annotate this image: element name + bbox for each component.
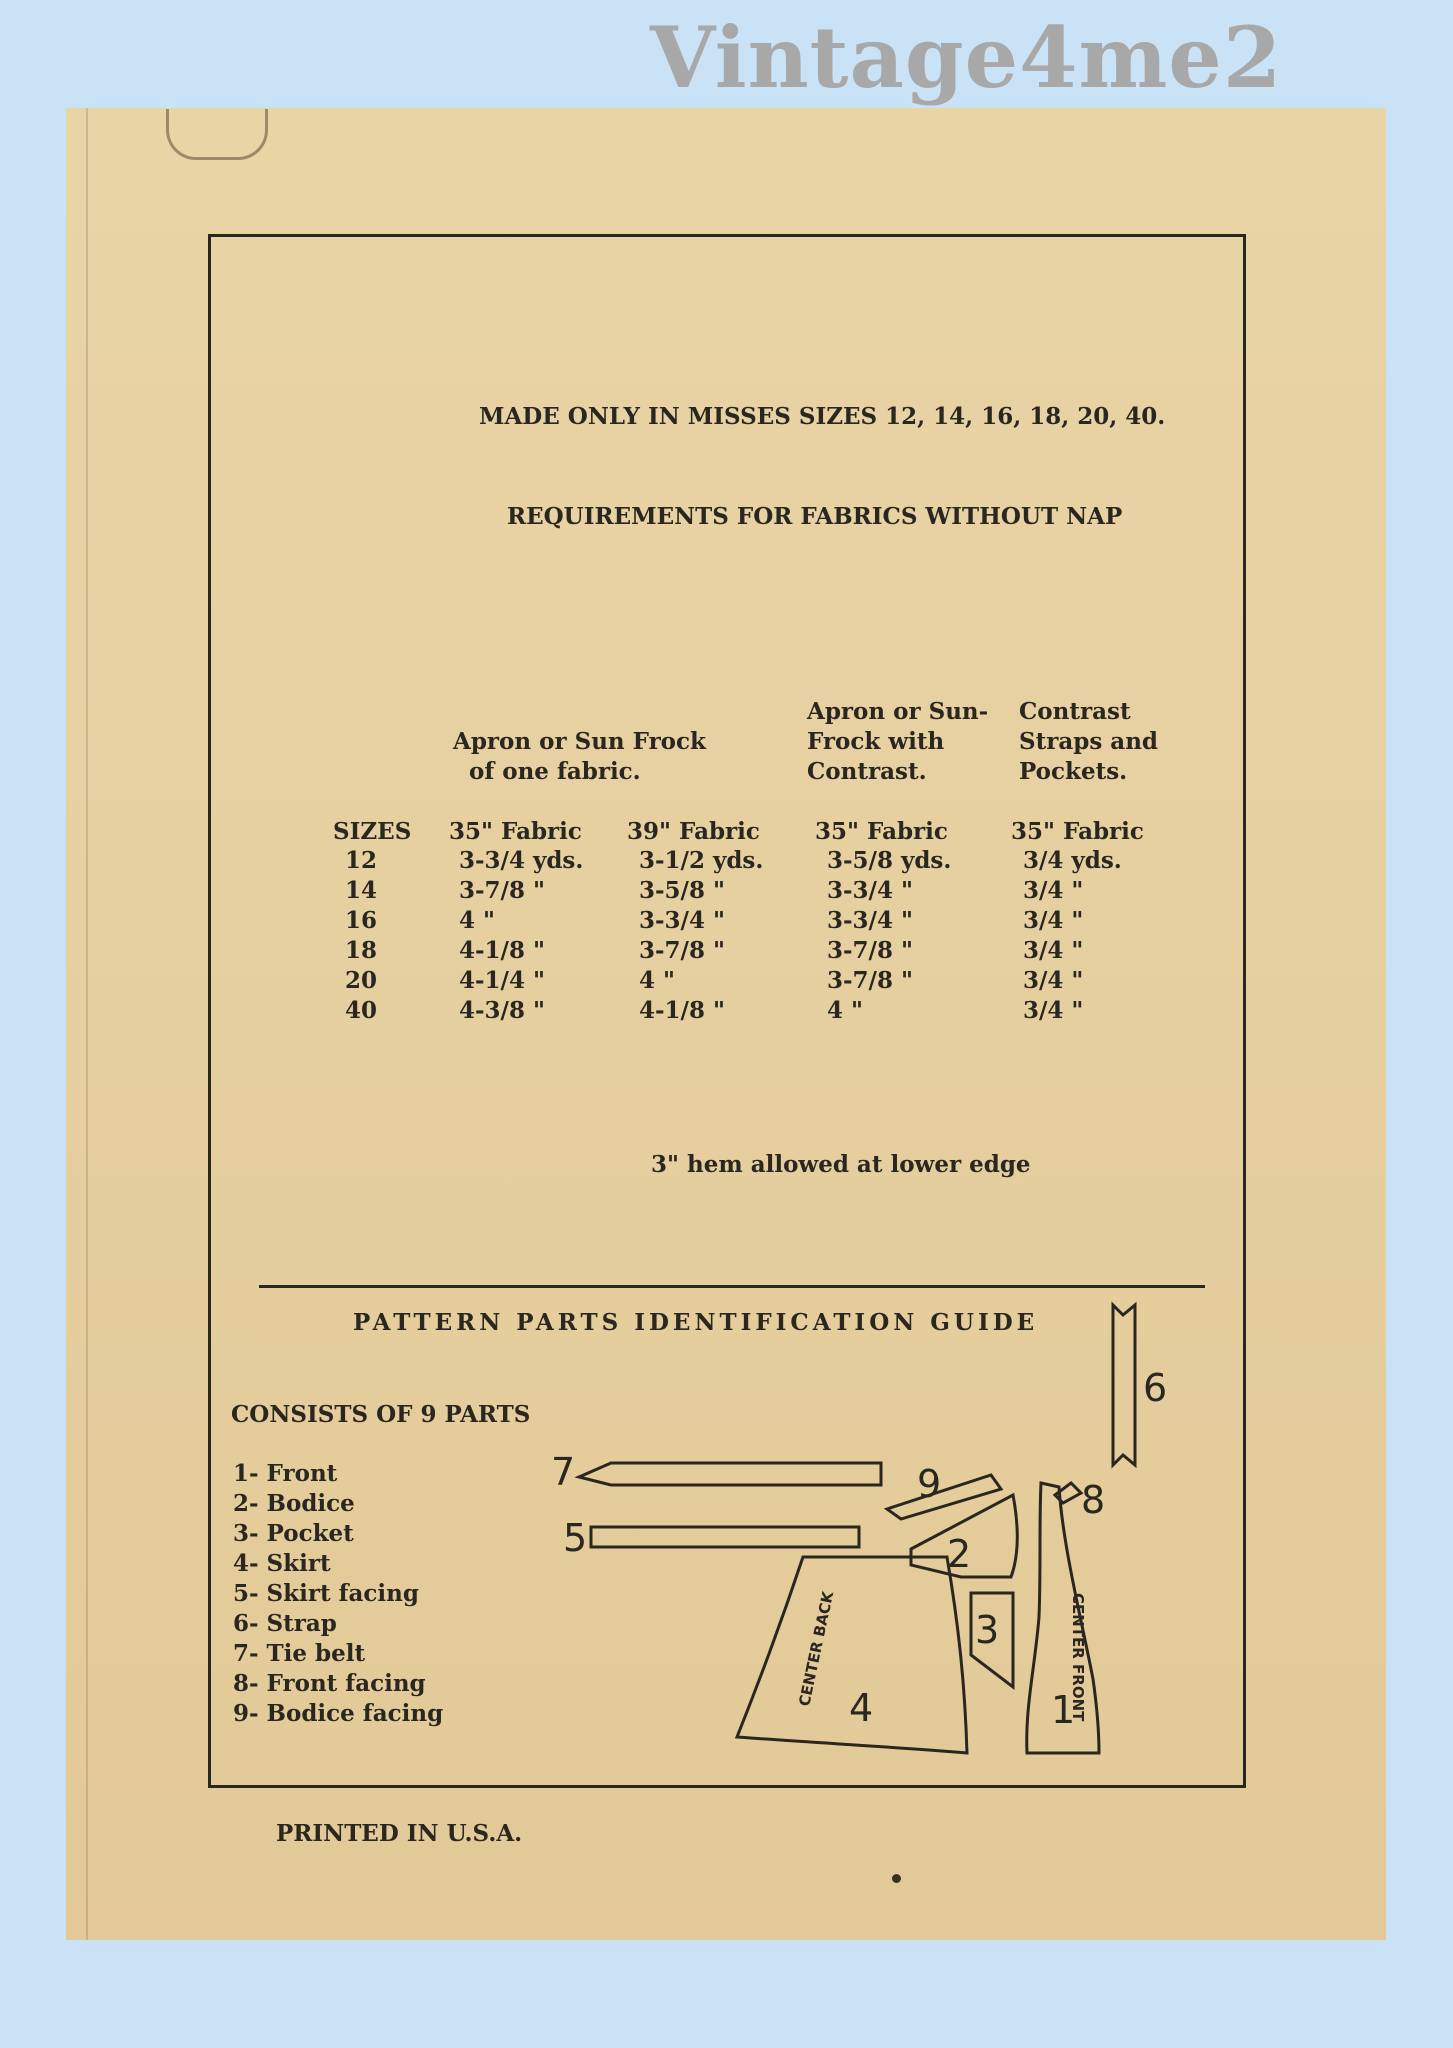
hem-note: 3" hem allowed at lower edge [651, 1151, 1031, 1178]
table-cell: 3-7/8 " [827, 967, 913, 994]
stain-mark [166, 109, 268, 160]
table-row-size: 12 [345, 847, 378, 874]
list-item: 3- Pocket [233, 1520, 354, 1547]
center-back-label: CENTER BACK [795, 1589, 838, 1708]
diagram-label-7: 7 [551, 1450, 576, 1494]
sizes-header: SIZES [333, 818, 412, 845]
col3-header-fabric: 35" Fabric [815, 818, 948, 845]
col4-header-line1: Contrast [1019, 698, 1131, 725]
table-cell: 4 " [827, 997, 863, 1024]
table-row-size: 16 [345, 907, 378, 934]
ink-dot [892, 1874, 901, 1883]
table-cell: 4 " [639, 967, 675, 994]
col3-header-line2: Frock with [807, 728, 945, 755]
list-item: 4- Skirt [233, 1550, 331, 1577]
pattern-envelope-back [66, 108, 1386, 1940]
table-cell: 3-1/2 yds. [639, 847, 764, 874]
table-cell: 3-7/8 " [639, 937, 725, 964]
table-cell: 3-5/8 " [639, 877, 725, 904]
col2-header-fabric: 39" Fabric [627, 818, 760, 845]
list-item: 6- Strap [233, 1610, 337, 1637]
col4-header-line3: Pockets. [1019, 758, 1128, 785]
table-cell: 3/4 " [1023, 967, 1084, 994]
table-cell: 4-3/8 " [459, 997, 545, 1024]
diagram-label-2: 2 [947, 1532, 972, 1576]
sizes-note: MADE ONLY IN MISSES SIZES 12, 14, 16, 18, 20, 40. [479, 403, 1166, 430]
table-cell: 4 " [459, 907, 495, 934]
parts-count: CONSISTS OF 9 PARTS [231, 1401, 531, 1428]
fold-line [86, 108, 88, 1940]
table-row-size: 40 [345, 997, 378, 1024]
col4-header-line2: Straps and [1019, 728, 1158, 755]
list-item: 2- Bodice [233, 1490, 355, 1517]
list-item: 7- Tie belt [233, 1640, 366, 1667]
diagram-label-9: 9 [917, 1462, 942, 1506]
table-cell: 4-1/8 " [639, 997, 725, 1024]
diagram-label-8: 8 [1081, 1478, 1106, 1522]
part-9-bodice-facing [887, 1475, 1001, 1519]
part-5-skirt-facing [591, 1527, 859, 1547]
col3-header-line3: Contrast. [807, 758, 927, 785]
table-row-size: 18 [345, 937, 378, 964]
diagram-label-5: 5 [563, 1516, 588, 1560]
table-cell: 4-1/4 " [459, 967, 545, 994]
table-cell: 3/4 " [1023, 937, 1084, 964]
table-row-size: 14 [345, 877, 378, 904]
col1-header-line1: Apron or Sun Frock [453, 728, 706, 755]
table-cell: 3-5/8 yds. [827, 847, 952, 874]
col1-header-line2: of one fabric. [469, 758, 641, 785]
requirements-title: REQUIREMENTS FOR FABRICS WITHOUT NAP [507, 503, 1123, 530]
part-7-tie-belt [579, 1463, 881, 1485]
list-item: 8- Front facing [233, 1670, 426, 1697]
pattern-parts-diagram [551, 1287, 1231, 1757]
part-6-strap [1113, 1305, 1135, 1465]
diagram-label-4: 4 [849, 1686, 874, 1730]
col4-header-fabric: 35" Fabric [1011, 818, 1144, 845]
table-cell: 3-3/4 " [639, 907, 725, 934]
list-item: 1- Front [233, 1460, 338, 1487]
diagram-label-3: 3 [975, 1608, 1000, 1652]
table-cell: 3-3/4 " [827, 907, 913, 934]
list-item: 5- Skirt facing [233, 1580, 419, 1607]
list-item: 9- Bodice facing [233, 1700, 444, 1727]
center-front-label: CENTER FRONT [1069, 1593, 1087, 1722]
col3-header-line1: Apron or Sun- [807, 698, 989, 725]
table-cell: 3-7/8 " [459, 877, 545, 904]
printed-note: PRINTED IN U.S.A. [276, 1820, 523, 1847]
table-cell: 3/4 " [1023, 997, 1084, 1024]
guide-title: PATTERN PARTS IDENTIFICATION GUIDE [353, 1309, 1039, 1336]
table-row-size: 20 [345, 967, 378, 994]
col1-header-fabric: 35" Fabric [449, 818, 582, 845]
content-frame [208, 234, 1246, 1788]
table-cell: 3-7/8 " [827, 937, 913, 964]
table-cell: 3/4 " [1023, 907, 1084, 934]
table-cell: 3-3/4 yds. [459, 847, 584, 874]
table-cell: 3-3/4 " [827, 877, 913, 904]
table-cell: 3/4 " [1023, 877, 1084, 904]
table-cell: 3/4 yds. [1023, 847, 1122, 874]
watermark-logo: Vintage4me2 [650, 8, 1283, 107]
table-cell: 4-1/8 " [459, 937, 545, 964]
diagram-label-6: 6 [1143, 1366, 1168, 1410]
diagram-label-1: 1 [1051, 1688, 1076, 1732]
parts-list [233, 1459, 443, 1729]
